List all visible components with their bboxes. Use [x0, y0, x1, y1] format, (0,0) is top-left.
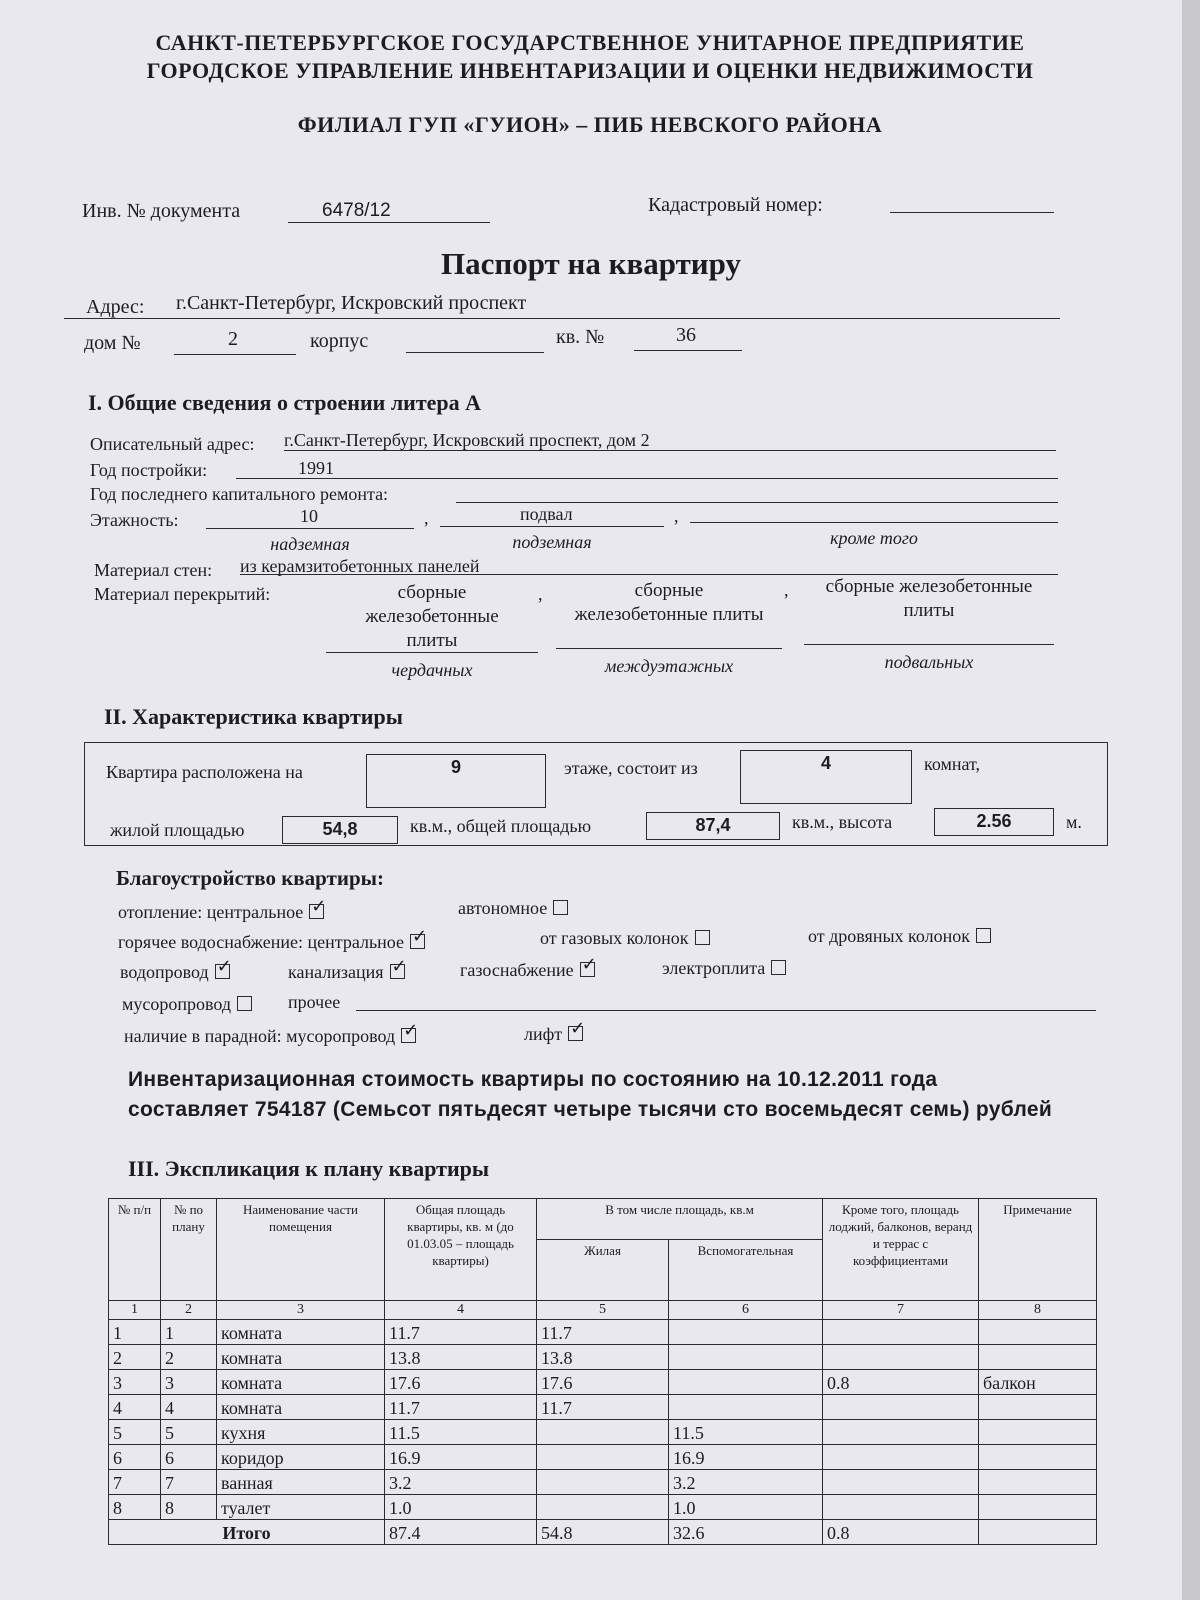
- caption-basement: подвальных: [884, 652, 974, 672]
- house-value: 2: [228, 328, 238, 350]
- year-value: 1991: [298, 458, 334, 478]
- apt-value: 36: [676, 324, 696, 346]
- year-label: Год постройки:: [90, 460, 208, 480]
- water-label: водопровод: [120, 962, 209, 982]
- house-label: дом №: [84, 332, 141, 354]
- year-underline: [236, 478, 1058, 479]
- inv-label: Инв. № документа: [82, 200, 241, 222]
- ceiling-comma-2: ,: [784, 580, 789, 600]
- document-title: Паспорт на квартиру: [440, 246, 741, 281]
- cell-name: туалет: [217, 1495, 385, 1520]
- ceiling-attic-line3: плиты: [406, 630, 458, 651]
- cell-total: 17.6: [385, 1370, 537, 1395]
- cell-name: ванная: [217, 1470, 385, 1495]
- caption-extra: кроме того: [830, 528, 918, 548]
- caption-attic: чердачных: [391, 660, 473, 680]
- table-header-row: [109, 1199, 1097, 1240]
- col-header-note: Примечание: [979, 1199, 1097, 1301]
- gas-checkbox[interactable]: [580, 962, 595, 977]
- apt-label: кв. №: [556, 326, 605, 348]
- floor-suffix: этаже, состоит из: [564, 758, 698, 778]
- caption-below-ground: подземная: [512, 532, 592, 552]
- cell-extra: [823, 1495, 979, 1520]
- entrance-chute-label: мусоропровод: [286, 1026, 396, 1046]
- cell-total: 13.8: [385, 1345, 537, 1370]
- cell-note: [979, 1495, 1097, 1520]
- floor-value: 9: [366, 754, 546, 808]
- cell-name: комната: [217, 1345, 385, 1370]
- cell-aux: [669, 1345, 823, 1370]
- ceiling-attic-line2: железобетонные: [365, 606, 499, 627]
- floors-comma-1: ,: [424, 508, 429, 528]
- col-number: 6: [669, 1301, 823, 1320]
- water-checkbox[interactable]: [215, 964, 230, 979]
- cell-plan: 3: [161, 1370, 217, 1395]
- org-name-line2: ГОРОДСКОЕ УПРАВЛЕНИЕ ИНВЕНТАРИЗАЦИИ И ОЦЕНКИ НЕДВИЖИМОСТИ: [146, 58, 1034, 83]
- cell-living: [537, 1420, 669, 1445]
- totals-extra: 0.8: [823, 1520, 979, 1545]
- amenity-sewer: [288, 962, 405, 983]
- hotwater-central-label: центральное: [307, 932, 405, 952]
- cell-plan: 7: [161, 1470, 217, 1495]
- cell-total: 3.2: [385, 1470, 537, 1495]
- floors-extra-underline: [690, 522, 1058, 523]
- address-underline: [64, 318, 1060, 319]
- table-row: [109, 1320, 1097, 1345]
- col-number: 8: [979, 1301, 1097, 1320]
- ceilings-label: Материал перекрытий:: [94, 584, 271, 604]
- cell-extra: [823, 1420, 979, 1445]
- cell-living: 11.7: [537, 1395, 669, 1420]
- amenity-heating-row: [118, 902, 324, 923]
- col-number: 5: [537, 1301, 669, 1320]
- hotwater-wood-checkbox[interactable]: [976, 928, 991, 943]
- table-row: [109, 1495, 1097, 1520]
- cell-living: [537, 1445, 669, 1470]
- floors-above-value: 10: [300, 506, 318, 526]
- hotwater-label: горячее водоснабжение:: [118, 932, 303, 952]
- cell-plan: 2: [161, 1345, 217, 1370]
- table-row: [109, 1420, 1097, 1445]
- cell-n: 1: [109, 1320, 161, 1345]
- hotwater-central-checkbox[interactable]: [410, 934, 425, 949]
- cell-note: балкон: [979, 1370, 1097, 1395]
- located-label: Квартира расположена на: [106, 762, 303, 782]
- col-number: 1: [109, 1301, 161, 1320]
- col-header-n: № п/п: [109, 1199, 161, 1301]
- height-label: кв.м., высота: [792, 812, 893, 832]
- col-header-plan: № по плану: [161, 1199, 217, 1301]
- inv-underline: [288, 222, 490, 223]
- cell-living: [537, 1470, 669, 1495]
- cell-note: [979, 1420, 1097, 1445]
- cell-plan: 1: [161, 1320, 217, 1345]
- stove-label: электроплита: [662, 958, 766, 978]
- total-area-label: кв.м., общей площадью: [410, 816, 592, 836]
- sewer-checkbox[interactable]: [390, 964, 405, 979]
- ceiling-mid-line2: железобетонные плиты: [574, 604, 764, 625]
- floors-comma-2: ,: [674, 506, 679, 526]
- sewer-label: канализация: [288, 962, 384, 982]
- cell-note: [979, 1395, 1097, 1420]
- branch-name: ФИЛИАЛ ГУП «ГУИОН» – ПИБ НЕВСКОГО РАЙОНА: [297, 112, 883, 137]
- amenity-hotwater-gas: [540, 928, 710, 949]
- cell-aux: 16.9: [669, 1445, 823, 1470]
- entrance-label: наличие в парадной:: [124, 1026, 282, 1046]
- cell-plan: 6: [161, 1445, 217, 1470]
- col-header-incl: В том числе площадь, кв.м: [537, 1199, 823, 1240]
- desc-address-underline: [284, 450, 1056, 451]
- lift-label: лифт: [524, 1024, 563, 1044]
- hotwater-gas-label: от газовых колонок: [540, 928, 689, 948]
- cell-aux: 11.5: [669, 1420, 823, 1445]
- cell-total: 16.9: [385, 1445, 537, 1470]
- col-header-name: Наименование части помещения: [217, 1199, 385, 1301]
- cell-extra: 0.8: [823, 1370, 979, 1395]
- chute-label: мусоропровод: [122, 994, 232, 1014]
- cell-extra: [823, 1445, 979, 1470]
- stove-checkbox[interactable]: [771, 960, 786, 975]
- hotwater-gas-checkbox[interactable]: [695, 930, 710, 945]
- caption-interfloor: междуэтажных: [604, 656, 734, 676]
- col-number: 3: [217, 1301, 385, 1320]
- cell-n: 6: [109, 1445, 161, 1470]
- totals-living: 54.8: [537, 1520, 669, 1545]
- ceiling-base-underline: [804, 644, 1054, 645]
- cell-name: коридор: [217, 1445, 385, 1470]
- ceiling-mid-underline: [556, 648, 782, 649]
- col-header-aux: Вспомогательная: [669, 1240, 823, 1301]
- cell-n: 3: [109, 1370, 161, 1395]
- col-header-living: Жилая: [537, 1240, 669, 1301]
- korpus-label: корпус: [310, 330, 369, 352]
- heating-central-label: центральное: [206, 902, 304, 922]
- cell-name: кухня: [217, 1420, 385, 1445]
- inventory-cost-line1: Инвентаризационная стоимость квартиры по состоянию на 10.12.2011 года: [128, 1068, 938, 1091]
- inv-value: 6478/12: [322, 200, 391, 221]
- amenity-lift: [524, 1024, 583, 1045]
- cell-note: [979, 1470, 1097, 1495]
- floors-label: Этажность:: [90, 510, 179, 530]
- cell-note: [979, 1320, 1097, 1345]
- cell-living: [537, 1495, 669, 1520]
- floors-below-value: подвал: [520, 504, 573, 524]
- apt-underline: [634, 350, 742, 351]
- col-header-extra: Кроме того, площадь лоджий, балконов, веранд и террас с коэффициентами: [823, 1199, 979, 1301]
- living-area-value: 54,8: [282, 816, 398, 844]
- cell-n: 2: [109, 1345, 161, 1370]
- amenity-hotwater-wood: [808, 926, 991, 947]
- amenity-entrance-row: [124, 1026, 416, 1047]
- explication-table: [108, 1198, 1097, 1545]
- cell-n: 5: [109, 1420, 161, 1445]
- inventory-cost-line2: составляет 754187 (Семьсот пятьдесят четыре тысячи сто восемьдесят семь) рублей: [128, 1098, 1053, 1121]
- cadastral-label: Кадастровый номер:: [648, 194, 823, 216]
- floors-above-underline: [206, 528, 414, 529]
- section1-title: I. Общие сведения о строении литера А: [88, 390, 482, 415]
- cell-name: комната: [217, 1395, 385, 1420]
- amenity-stove: [662, 958, 786, 979]
- amenity-water: [120, 962, 230, 983]
- rooms-suffix: комнат,: [924, 754, 981, 774]
- walls-label: Материал стен:: [94, 560, 213, 580]
- ceiling-comma-1: ,: [538, 584, 543, 604]
- totals-aux: 32.6: [669, 1520, 823, 1545]
- cell-note: [979, 1345, 1097, 1370]
- cadastral-underline: [890, 212, 1054, 213]
- height-unit: м.: [1066, 812, 1082, 832]
- house-underline: [174, 354, 296, 355]
- cell-name: комната: [217, 1320, 385, 1345]
- table-row: [109, 1445, 1097, 1470]
- amenity-heating-auto: [458, 898, 568, 919]
- floors-below-underline: [440, 526, 664, 527]
- desc-address-value: г.Санкт-Петербург, Искровский проспект, дом 2: [284, 430, 650, 450]
- height-value: 2.56: [934, 808, 1054, 836]
- section2-title: II. Характеристика квартиры: [104, 704, 403, 729]
- cell-total: 11.5: [385, 1420, 537, 1445]
- repair-underline: [456, 502, 1058, 503]
- section3-title: III. Экспликация к плану квартиры: [128, 1156, 490, 1181]
- total-area-value: 87,4: [646, 812, 780, 840]
- org-name-line1: САНКТ-ПЕТЕРБУРГСКОЕ ГОСУДАРСТВЕННОЕ УНИТАРНОЕ ПРЕДПРИЯТИЕ: [155, 30, 1025, 55]
- adjacent-page-edge: [1182, 0, 1200, 1600]
- totals-label: Итого: [109, 1520, 385, 1545]
- col-number: 4: [385, 1301, 537, 1320]
- lift-checkbox[interactable]: [568, 1026, 583, 1041]
- cell-aux: 3.2: [669, 1470, 823, 1495]
- chute-checkbox[interactable]: [237, 996, 252, 1011]
- walls-value: из керамзитобетонных панелей: [240, 556, 480, 576]
- cell-extra: [823, 1470, 979, 1495]
- heating-auto-checkbox[interactable]: [553, 900, 568, 915]
- desc-address-label: Описательный адрес:: [90, 434, 255, 454]
- hotwater-wood-label: от дровяных колонок: [808, 926, 971, 946]
- table-row: [109, 1370, 1097, 1395]
- cell-aux: [669, 1370, 823, 1395]
- cell-aux: [669, 1320, 823, 1345]
- cell-name: комната: [217, 1370, 385, 1395]
- cell-total: 1.0: [385, 1495, 537, 1520]
- col-header-total: Общая площадь квартиры, кв. м (до 01.03.05 – площадь квартиры): [385, 1199, 537, 1301]
- cell-plan: 4: [161, 1395, 217, 1420]
- col-number: 2: [161, 1301, 217, 1320]
- rooms-value: 4: [740, 750, 912, 804]
- ceiling-attic-line1: сборные: [397, 582, 467, 603]
- ceiling-mid-line1: сборные: [634, 580, 704, 601]
- ceiling-base-line1: сборные железобетонные: [825, 576, 1033, 597]
- amenity-hotwater-row: [118, 932, 425, 953]
- living-area-label: жилой площадью: [110, 820, 245, 840]
- amenity-chute: [122, 994, 252, 1015]
- ceiling-base-line2: плиты: [903, 600, 955, 621]
- table-row: [109, 1395, 1097, 1420]
- column-numbers-row: [109, 1301, 1097, 1320]
- cell-aux: 1.0: [669, 1495, 823, 1520]
- amenity-gas: [460, 960, 595, 981]
- cell-n: 8: [109, 1495, 161, 1520]
- other-label: прочее: [288, 992, 341, 1012]
- cell-plan: 5: [161, 1420, 217, 1445]
- gas-label: газоснабжение: [460, 960, 574, 980]
- cell-living: 17.6: [537, 1370, 669, 1395]
- korpus-underline: [406, 352, 544, 353]
- cell-note: [979, 1445, 1097, 1470]
- totals-total: 87.4: [385, 1520, 537, 1545]
- cell-extra: [823, 1345, 979, 1370]
- heating-label: отопление:: [118, 902, 203, 922]
- address-label: Адрес:: [86, 296, 145, 318]
- other-underline: [356, 1010, 1096, 1011]
- cell-n: 4: [109, 1395, 161, 1420]
- heating-central-checkbox[interactable]: [309, 904, 324, 919]
- totals-note: [979, 1520, 1097, 1545]
- col-number: 7: [823, 1301, 979, 1320]
- heating-auto-label: автономное: [458, 898, 548, 918]
- cell-n: 7: [109, 1470, 161, 1495]
- totals-row: [109, 1520, 1097, 1545]
- address-value: г.Санкт-Петербург, Искровский проспект: [176, 292, 527, 314]
- cell-living: 11.7: [537, 1320, 669, 1345]
- cell-living: 13.8: [537, 1345, 669, 1370]
- cell-total: 11.7: [385, 1320, 537, 1345]
- cell-extra: [823, 1320, 979, 1345]
- ceiling-attic-underline: [326, 652, 538, 653]
- cell-extra: [823, 1395, 979, 1420]
- entrance-chute-checkbox[interactable]: [401, 1028, 416, 1043]
- cell-plan: 8: [161, 1495, 217, 1520]
- caption-above-ground: надземная: [270, 534, 350, 554]
- table-row: [109, 1345, 1097, 1370]
- table-row: [109, 1470, 1097, 1495]
- amenities-title: Благоустройство квартиры:: [116, 866, 385, 890]
- repair-label: Год последнего капитального ремонта:: [90, 484, 389, 504]
- cell-total: 11.7: [385, 1395, 537, 1420]
- cell-aux: [669, 1395, 823, 1420]
